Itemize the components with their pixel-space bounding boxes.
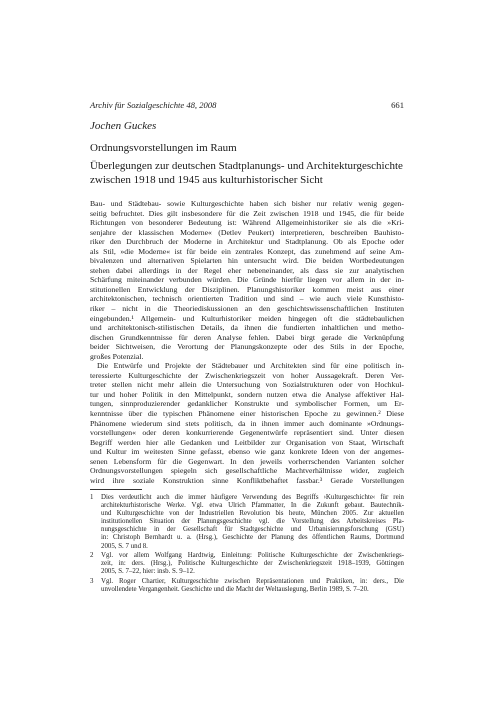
page-number: 661 xyxy=(391,100,404,110)
footnote xyxy=(90,494,404,551)
body-line: stehen dabei allerdings in der Regel eher nebeneinander, als dass sie zur analytischen xyxy=(90,265,404,275)
subtitle-line: Überlegungen zur deutschen Stadtplanungs- und Architekturgeschichte xyxy=(90,160,403,172)
body-line: und architektonisch-stilistischen Details, da ihnen die fundierten inhaltlichen und metho- xyxy=(90,323,404,333)
footnote-line: institutionellen Situation der Planungsgeschichte vgl. die Vorstellung des Arbeitskreises Pla- xyxy=(101,518,404,526)
footnote-line: 2005, S. 7–22, hier: insb. S. 9–12. xyxy=(101,568,195,576)
body-line: stitutionellen Entwicklung der Disziplinen. Planungshistoriker kommen meist aus einer xyxy=(90,284,404,294)
footnote-line: Vgl. vor allem Wolfgang Hardtwig, Einleitung: Politische Kulturgeschichte der Zwischenkriegs- xyxy=(101,551,404,559)
body-line: senjahre der klassischen Moderne« (Detlev Peukert) interpretieren, beschreiben Bauhisto- xyxy=(90,227,404,237)
footnote-line: 2005, S. 7 und 8. xyxy=(101,542,148,550)
body-line: treter stellen nicht mehr allein die Untersuchung von Sozialstrukturen oder von Hochkul- xyxy=(90,380,404,390)
body-line: Die Entwürfe und Projekte der Städtebauer und Architekten sind für eine politisch in- xyxy=(97,361,404,371)
body-line: bivalenzen und alternativen Spielarten hin untersucht wird. Die beiden Wortbedeutungen xyxy=(90,256,404,266)
body-line: dischen Grundkenntnisse für deren Analyse fehlen. Dabei birgt gerade die Verknüpfung xyxy=(90,332,404,342)
footnote-line: Dies verdeutlicht auch die immer häufigere Verwendung des Begriffs ›Kulturgeschichte‹ für rein xyxy=(101,494,404,501)
footnote-line: unvollendete Vergangenheit. Geschichte und die Macht der Weltauslegung, Berlin 1989, S. 7–20. xyxy=(101,585,369,593)
footnote-divider xyxy=(90,489,142,490)
body-line: beider Sichtweisen, die Verortung der Planungskonzepte oder des Stils in der Epoche, xyxy=(90,342,404,352)
body-line: Schärfung miteinander verbunden würden. Die Gründe hierfür liegen vor allem in der in- xyxy=(90,275,404,285)
body-line: seitig befruchtet. Dies gilt insbesondere für die Zeit zwischen 1918 und 1945, die für beide xyxy=(90,208,404,218)
body-line: architektonischen, technisch orientierten Tradition und sind – wie auch viele Kunsthisto- xyxy=(90,294,404,304)
footnote xyxy=(90,578,404,594)
body-line: senen Lebensform für die Gegenwart. In den jeweils vorherrschenden Varianten solcher xyxy=(90,456,404,466)
subtitle-line: zwischen 1918 und 1945 aus kulturhistorischer Sicht xyxy=(90,173,323,186)
body-paragraph xyxy=(90,199,404,361)
article-title: Ordnungsvorstellungen im Raum xyxy=(90,142,237,154)
author-name: Jochen Guckes xyxy=(90,120,157,132)
body-line: tur und hoher Politik in den Mittelpunkt, sondern nutzen etwa die Analyse affektiver Hal- xyxy=(90,389,404,399)
footnote-line: architekturhistorische Werke. Vgl. etwa Ulrich Pfammatter, In die Zukunft gebaut. Bautechnik- xyxy=(101,502,404,510)
footnote-number: 2 xyxy=(90,551,94,559)
footnotes xyxy=(90,494,404,595)
footnote-line: zeit, in: ders. (Hrsg.), Politische Kulturgeschichte der Zwischenkriegszeit 1918–1939, Göttingen xyxy=(101,560,404,568)
footnote-line: in: Christoph Bernhardt u. a. (Hrsg.), Geschichte der Planung des öffentlichen Raums, Dortmund xyxy=(101,534,404,542)
body-text xyxy=(90,199,404,485)
footnote-line: nungsgeschichte in der Gesellschaft für Stadtgeschichte und Urbanisierungsforschung (GSU) xyxy=(101,526,404,534)
body-line: Bau- und Städtebau- sowie Kulturgeschichte haben sich bisher nur relativ wenig gegen- xyxy=(90,199,404,208)
body-line: Begriff werden hier alle Gedanken und Leitbilder zur Organisation von Staat, Wirtschaft xyxy=(90,437,404,447)
footnote-number: 3 xyxy=(90,577,94,585)
body-line: tungen, sinnproduzierender gedanklicher Konstrukte und symbolischer Formen, um Er- xyxy=(90,399,404,409)
article-subtitle xyxy=(90,160,410,187)
body-line: als Stil, »die Moderne« ist für beide ein zentrales Konzept, das zunehmend auf seine Am- xyxy=(90,246,404,256)
body-line: riker – nicht in die Theoriediskussionen an den geschichtswissenschaftlichen Instituten xyxy=(90,304,404,314)
journal-citation: Archiv für Sozialgeschichte 48, 2008 xyxy=(90,100,217,110)
body-line: Ordnungsvorstellungen spiegeln sich gesellschaftliche Machtverhältnisse wider, zugleich xyxy=(90,466,404,476)
body-line: teressierte Kulturgeschichte der Zwischenkriegszeit von hoher Aussagekraft. Deren Ver- xyxy=(90,370,404,380)
body-line: vorstellungen« oder deren konkurrierende Gegenentwürfe repräsentiert sind. Unter diesen xyxy=(90,428,404,438)
body-line: Richtungen von besonderer Bedeutung ist: Während Allgemeinhistoriker sie als die »Kri- xyxy=(90,218,404,228)
body-line: kenntnisse über die typischen Phänomene einer historischen Epoche zu gewinnen.² Diese xyxy=(90,409,404,419)
body-line: eingebunden.¹ Allgemein- und Kulturhistoriker meiden hingegen oft die städtebaulichen xyxy=(90,313,404,323)
running-header xyxy=(90,100,404,112)
footnote-line: und Kulturgeschichte von der Industriellen Revolution bis heute, München 2005. Zur aktuellen xyxy=(101,510,404,518)
footnote-line: Vgl. Roger Chartier, Kulturgeschichte zwischen Repräsentationen und Praktiken, in: ders., Die xyxy=(101,577,404,585)
body-line: und Kultur im weitesten Sinne gefasst, ebenso wie ganz konkrete Ideen von der angemes- xyxy=(90,447,404,457)
body-line: großes Potenzial. xyxy=(90,351,144,361)
footnote xyxy=(90,552,404,576)
body-line: Phänomene wiederum sind stets politisch, da in ihnen immer auch dominante »Ordnungs- xyxy=(90,418,404,428)
body-line: riker den Durchbruch der Moderne in Architektur und Stadtplanung. Ob als Epoche oder xyxy=(90,237,404,247)
body-paragraph xyxy=(90,361,404,485)
footnote-number: 1 xyxy=(90,494,94,501)
body-line: wird ihre soziale Konstruktion sinne Konfliktbehaftet fassbar.³ Gerade Vorstellungen xyxy=(90,475,404,485)
